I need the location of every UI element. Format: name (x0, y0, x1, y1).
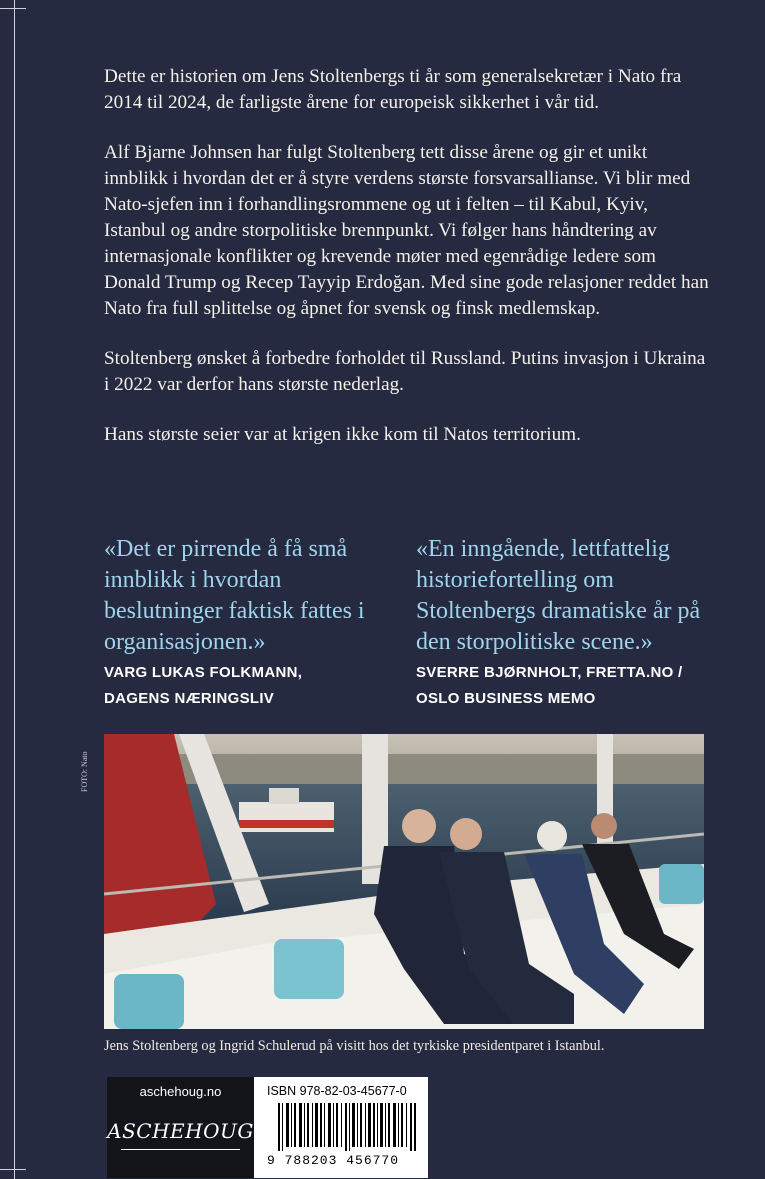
quote-source (416, 660, 726, 712)
isbn-box (254, 1077, 428, 1178)
cover-photo (104, 734, 704, 1029)
blurb-paragraph: Alf Bjarne Johnsen har fulgt Stoltenberg tett disse årene og gir et unikt innblikk i hvordan det er å styre verdens største forsvarsallianse. Vi blir med Nato-sjefen inn i forhandlingsrommene og ut i felten – til Kabul, Kyiv, Istanbul og andre storpolitiske brennpunkt. Vi følger hans håndtering av internasjonale konflikter og krevende møter med egenrådige ledere som Donald Trump og Recep Tayyip Erdoğan. Med sine gode relasjoner reddet han Nato fra full splittelse og åpnet for svensk og finsk medlemskap. (104, 142, 709, 319)
blurb-paragraph: Dette er historien om Jens Stoltenbergs ti år som generalsekretær i Nato fra 2014 til 2024, de farligste årene for europeisk sikkerhet i vår tid. (104, 66, 682, 113)
blurb-paragraph: Hans største seier var at krigen ikke kom til Natos territorium. (104, 424, 581, 445)
quote-source-line: VARG LUKAS FOLKMANN, (104, 664, 303, 681)
cushion (114, 974, 184, 1029)
publisher-box (107, 1077, 254, 1178)
quote-source (104, 660, 404, 712)
logo-underline (121, 1149, 240, 1150)
publisher-url: aschehoug.no (139, 1084, 222, 1099)
quote-text: «Det er pirrende å få små innblikk i hvordan beslutninger faktisk fattes i organisasjonen.» (104, 536, 365, 655)
cushion (659, 864, 704, 904)
review-quote-right (416, 534, 726, 712)
publisher-logo: ASCHEHOUG (107, 1119, 254, 1143)
blurb-paragraph: Stoltenberg ønsket å forbedre forholdet til Russland. Putins invasjon i Ukraina i 2022 var derfor hans største nederlag. (104, 348, 706, 395)
back-cover-blurb (104, 64, 714, 472)
crop-mark-bottom (0, 1169, 26, 1170)
review-quote-left (104, 534, 404, 712)
photo-caption: Jens Stoltenberg og Ingrid Schulerud på visitt hos det tyrkiske presidentparet i Istanbul. (104, 1038, 605, 1054)
photo-illustration (104, 734, 704, 1029)
crop-mark-top (0, 8, 26, 9)
quote-source-line: OSLO BUSINESS MEMO (416, 690, 596, 707)
isbn-digits: 9 788203 456770 (267, 1153, 400, 1168)
isbn-label: ISBN 978-82-03-45677-0 (267, 1084, 407, 1098)
barcode (278, 1103, 416, 1151)
cushion (274, 939, 344, 999)
quote-source-line: DAGENS NÆRINGSLIV (104, 690, 275, 707)
quote-text: «En inngående, lettfattelig historiefortelling om Stoltenbergs dramatiske år på den storpolitiske scene.» (416, 536, 701, 655)
quote-source-line: SVERRE BJØRNHOLT, FRETTA.NO / (416, 664, 683, 681)
photo-credit: FOTO: Nato (80, 751, 89, 792)
spine-fold-line (14, 0, 15, 1179)
